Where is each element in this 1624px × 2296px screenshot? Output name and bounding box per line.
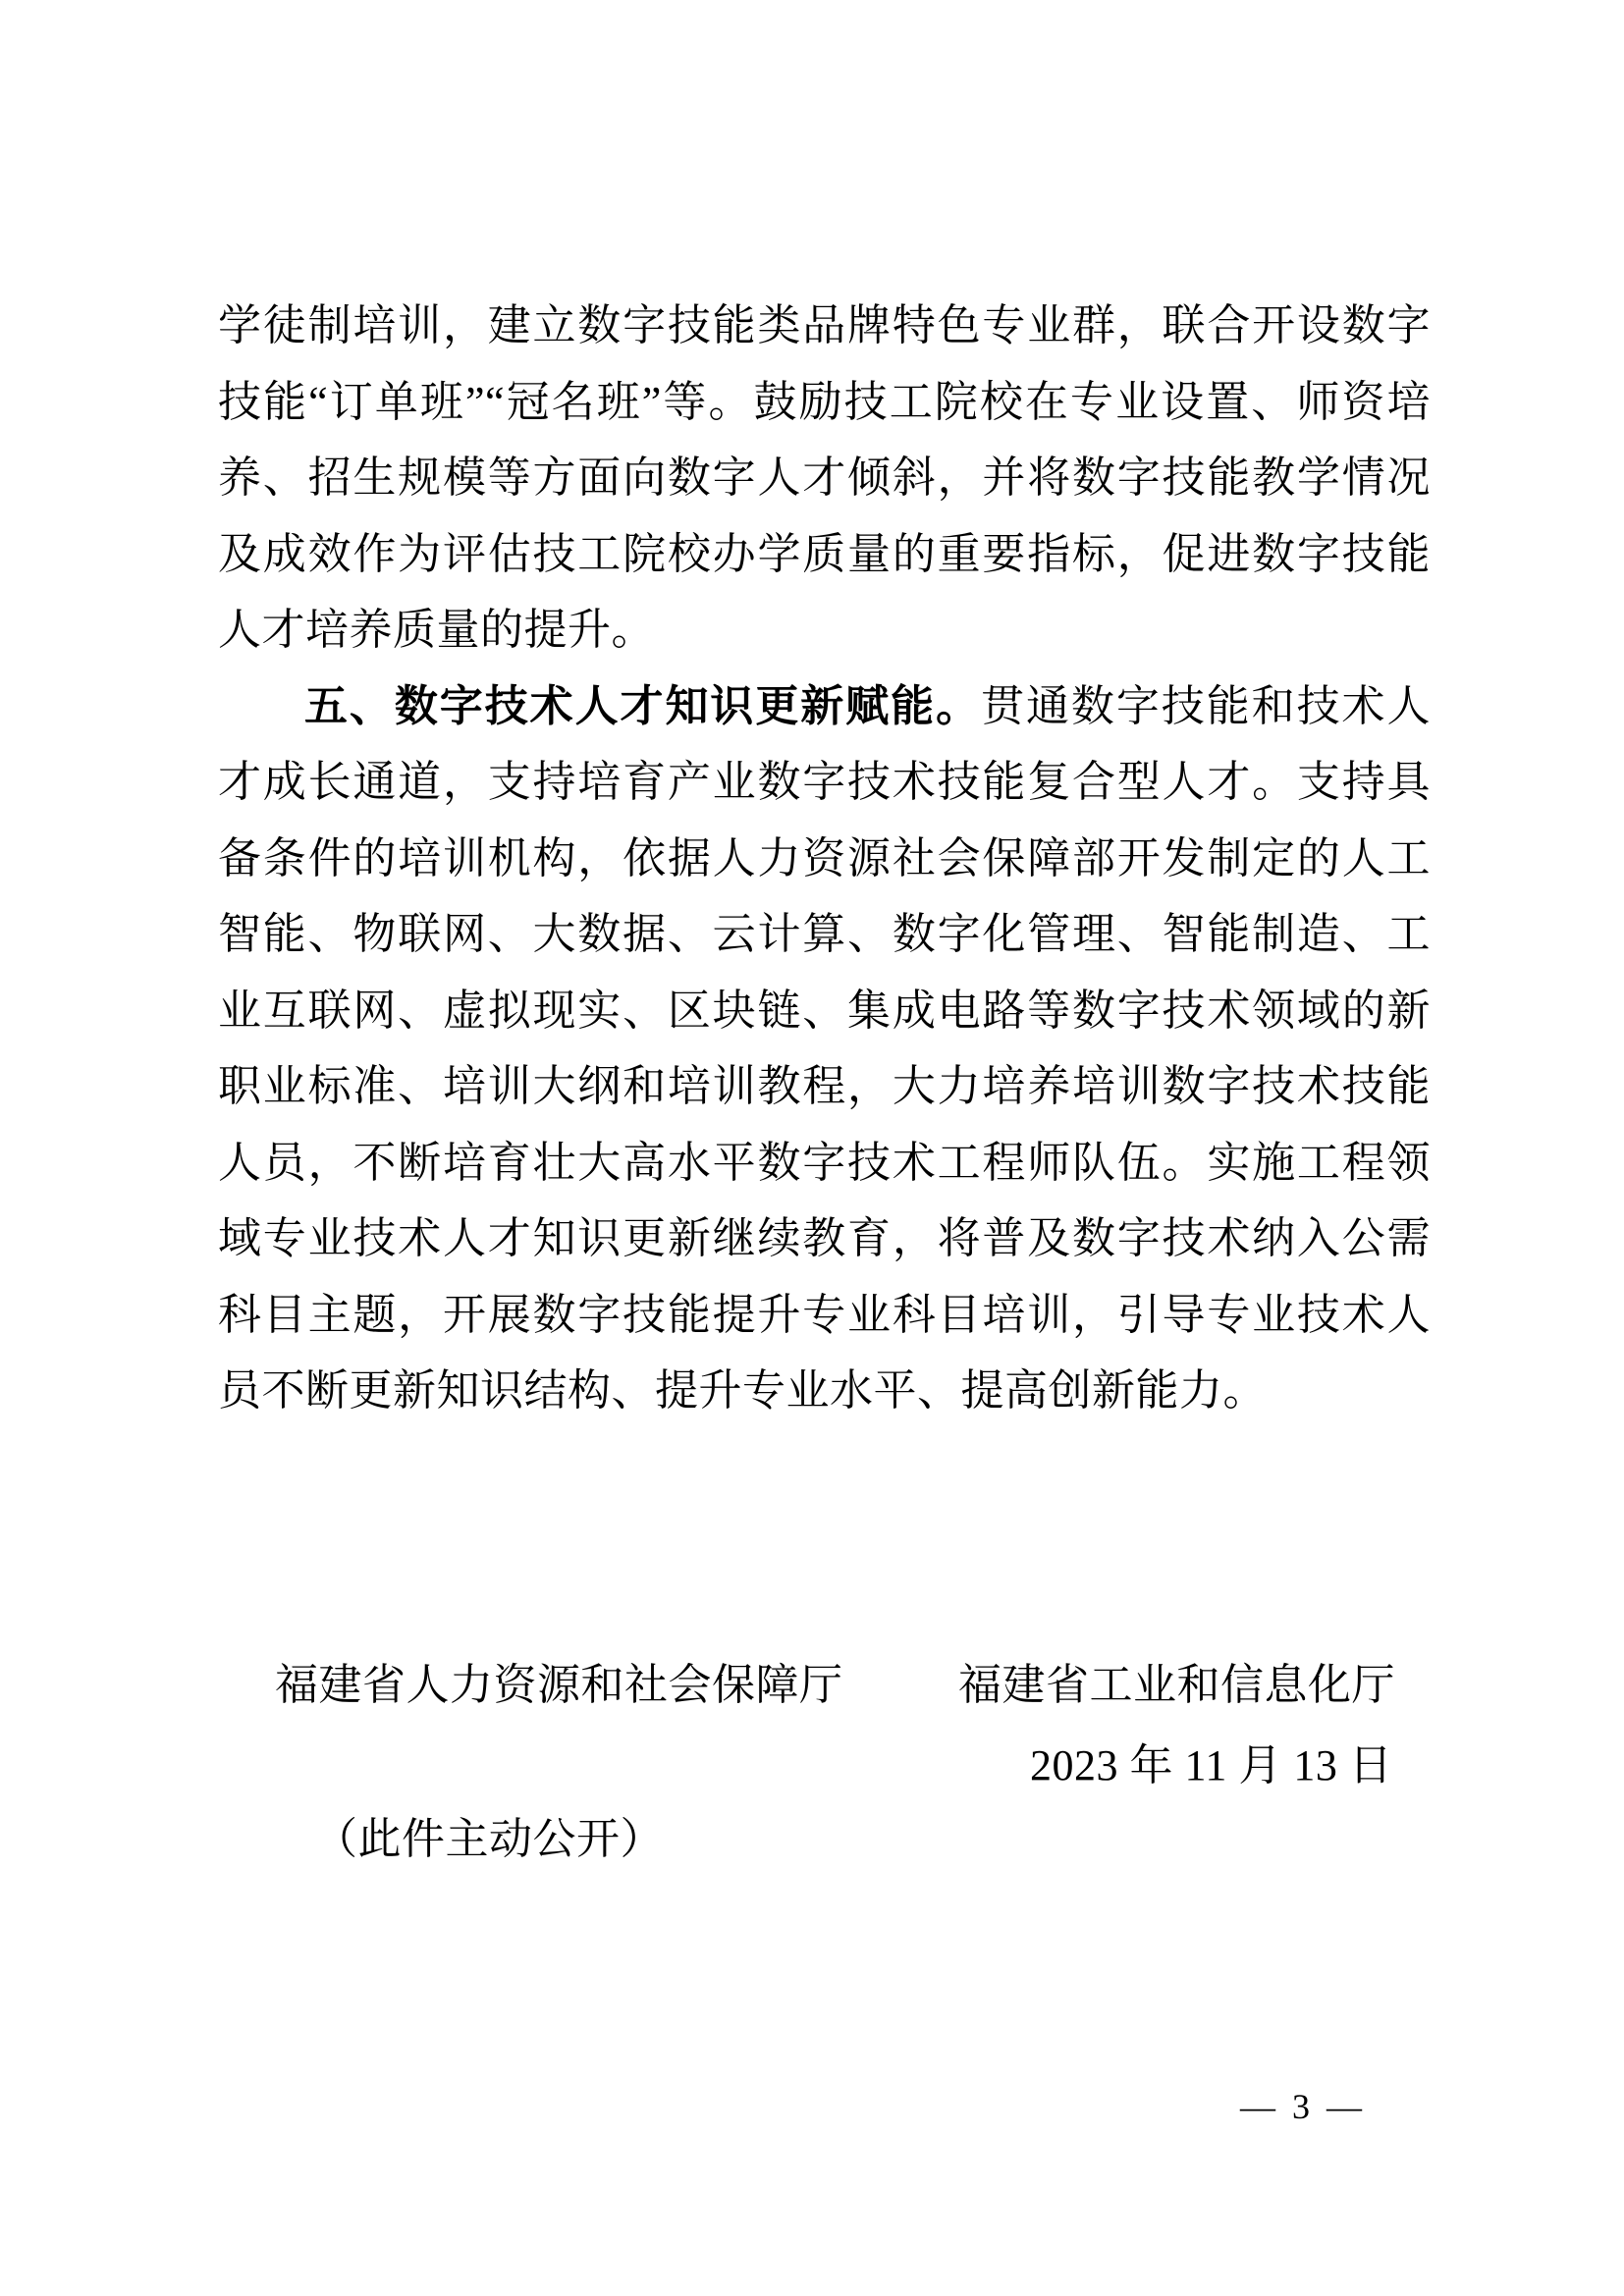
signature-agency-right: 福建省工业和信息化厅 bbox=[958, 1661, 1395, 1709]
signature-agency-left: 福建省人力资源和社会保障厅 bbox=[275, 1661, 843, 1709]
paragraph-section-5 bbox=[218, 668, 1431, 1429]
disclosure-note: （此件主动公开） bbox=[314, 1815, 664, 1863]
paragraph-continuation bbox=[218, 288, 1431, 668]
paragraph-text: 贯通数字技能和技术人才成长通道，支持培育产业数字技术技能复合型人才。支持具备条件的培训机构，依据人力资源社会保障部开发制定的人工智能、物联网、大数据、云计算、数字化管理、智能制造、工业互联网、虚拟现实、区块链、集成电路等数字技术领域的新职业标准、培训大纲和培训教程，大力培养培训数字技术技能人员，不断培育壮大高水平数字技术工程师队伍。实施工程领域专业技术人才知识更新继续教育，将普及数字技术纳入公需科目主题，开展数字技能提升专业科目培训，引导专业技术人员不断更新知识结构、提升专业水平、提高创新能力。 bbox=[218, 681, 1431, 1415]
section-heading: 五、数字技术人才知识更新赋能。 bbox=[304, 681, 982, 730]
paragraph-text: 学徒制培训，建立数字技能类品牌特色专业群，联合开设数字技能“订单班”“冠名班”等。鼓励技工院校在专业设置、师资培养、招生规模等方面向数字人才倾斜，并将数字技能教学情况及成效作为评估技工院校办学质量的重要指标，促进数字技能人才培养质量的提升。 bbox=[218, 301, 1431, 654]
document-body bbox=[218, 288, 1431, 1429]
page-number: — 3 — bbox=[1240, 2087, 1366, 2126]
signature-date: 2023 年 11 月 13 日 bbox=[1030, 1741, 1393, 1789]
